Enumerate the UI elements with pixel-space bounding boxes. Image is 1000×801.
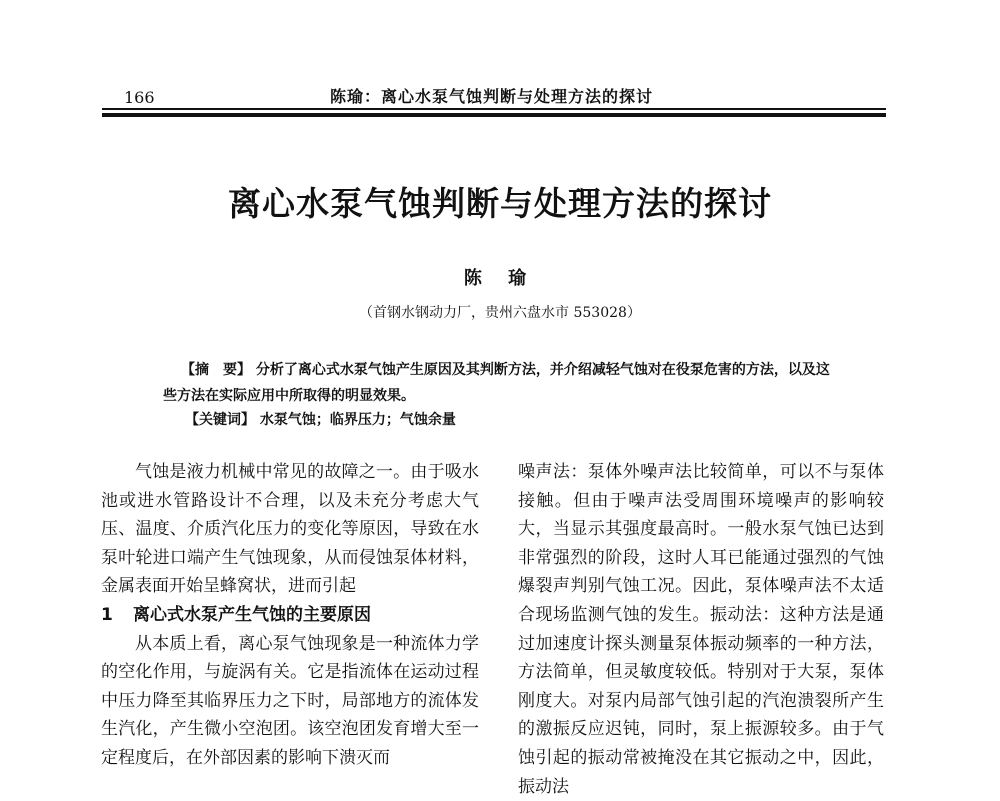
section-paragraph: 从本质上看，离心泵气蚀现象是一种流体力学的空化作用，与旋涡有关。它是指流体在运动过程中压力降至其临界压力之下时，局部地方的流体发生汽化，产生微小空泡团。该空泡团发育增大至一定程度后，在外部因素的影响下溃灭而 [101, 633, 479, 768]
keywords: 【关键词】 水泵气蚀；临界压力；气蚀余量 [185, 412, 456, 428]
section-number: 1 [101, 604, 113, 625]
abstract-text: 【摘 要】 分析了离心式水泵气蚀产生原因及其判断方法，并介绍减轻气蚀对在役泵危害的方法，以及这些方法在实际应用中所取得的明显效果。 [163, 362, 830, 404]
author-affiliation: （首钢水钢动力厂，贵州六盘水市 553028） [359, 305, 641, 321]
header-rule-thin [102, 108, 886, 110]
right-paragraph: 噪声法：泵体外噪声法比较简单，可以不与泵体接触。但由于噪声法受周围环境噪声的影响较大，当显示其强度最高时。一般水泵气蚀已达到非常强烈的阶段，这时人耳已能通过强烈的气蚀爆裂声判别气蚀工况。因此，泵体噪声法不太适合现场监测气蚀的发生。振动法：这种方法是通过加速度计探头测量泵体振动频率的一种方法，方法简单，但灵敏度较低。特别对于大泵，泵体刚度大。对泵内局部气蚀引起的汽泡溃裂所产生的激振反应迟钝，同时，泵上振源较多。由于气蚀引起的振动常被掩没在其它振动之中，因此，振动法 [518, 462, 884, 797]
section-heading [101, 601, 479, 630]
page-number: 166 [124, 88, 155, 107]
intro-paragraph: 气蚀是液力机械中常见的故障之一。由于吸水池或进水管路设计不合理，以及未充分考虑大气压、温度、介质汽化压力的变化等原因，导致在水泵叶轮进口端产生气蚀现象，从而侵蚀泵体材料，金属表面开始呈蜂窝状，进而引起 [101, 462, 479, 597]
abstract [163, 357, 843, 409]
right-column [518, 458, 884, 801]
section-title: 离心式水泵产生气蚀的主要原因 [133, 604, 371, 625]
left-column [101, 458, 479, 773]
article-title: 离心水泵气蚀判断与处理方法的探讨 [228, 184, 772, 223]
header-rule-thick [102, 113, 886, 117]
running-title: 陈瑜：离心水泵气蚀判断与处理方法的探讨 [330, 87, 654, 106]
author-name: 陈 瑜 [463, 268, 537, 289]
